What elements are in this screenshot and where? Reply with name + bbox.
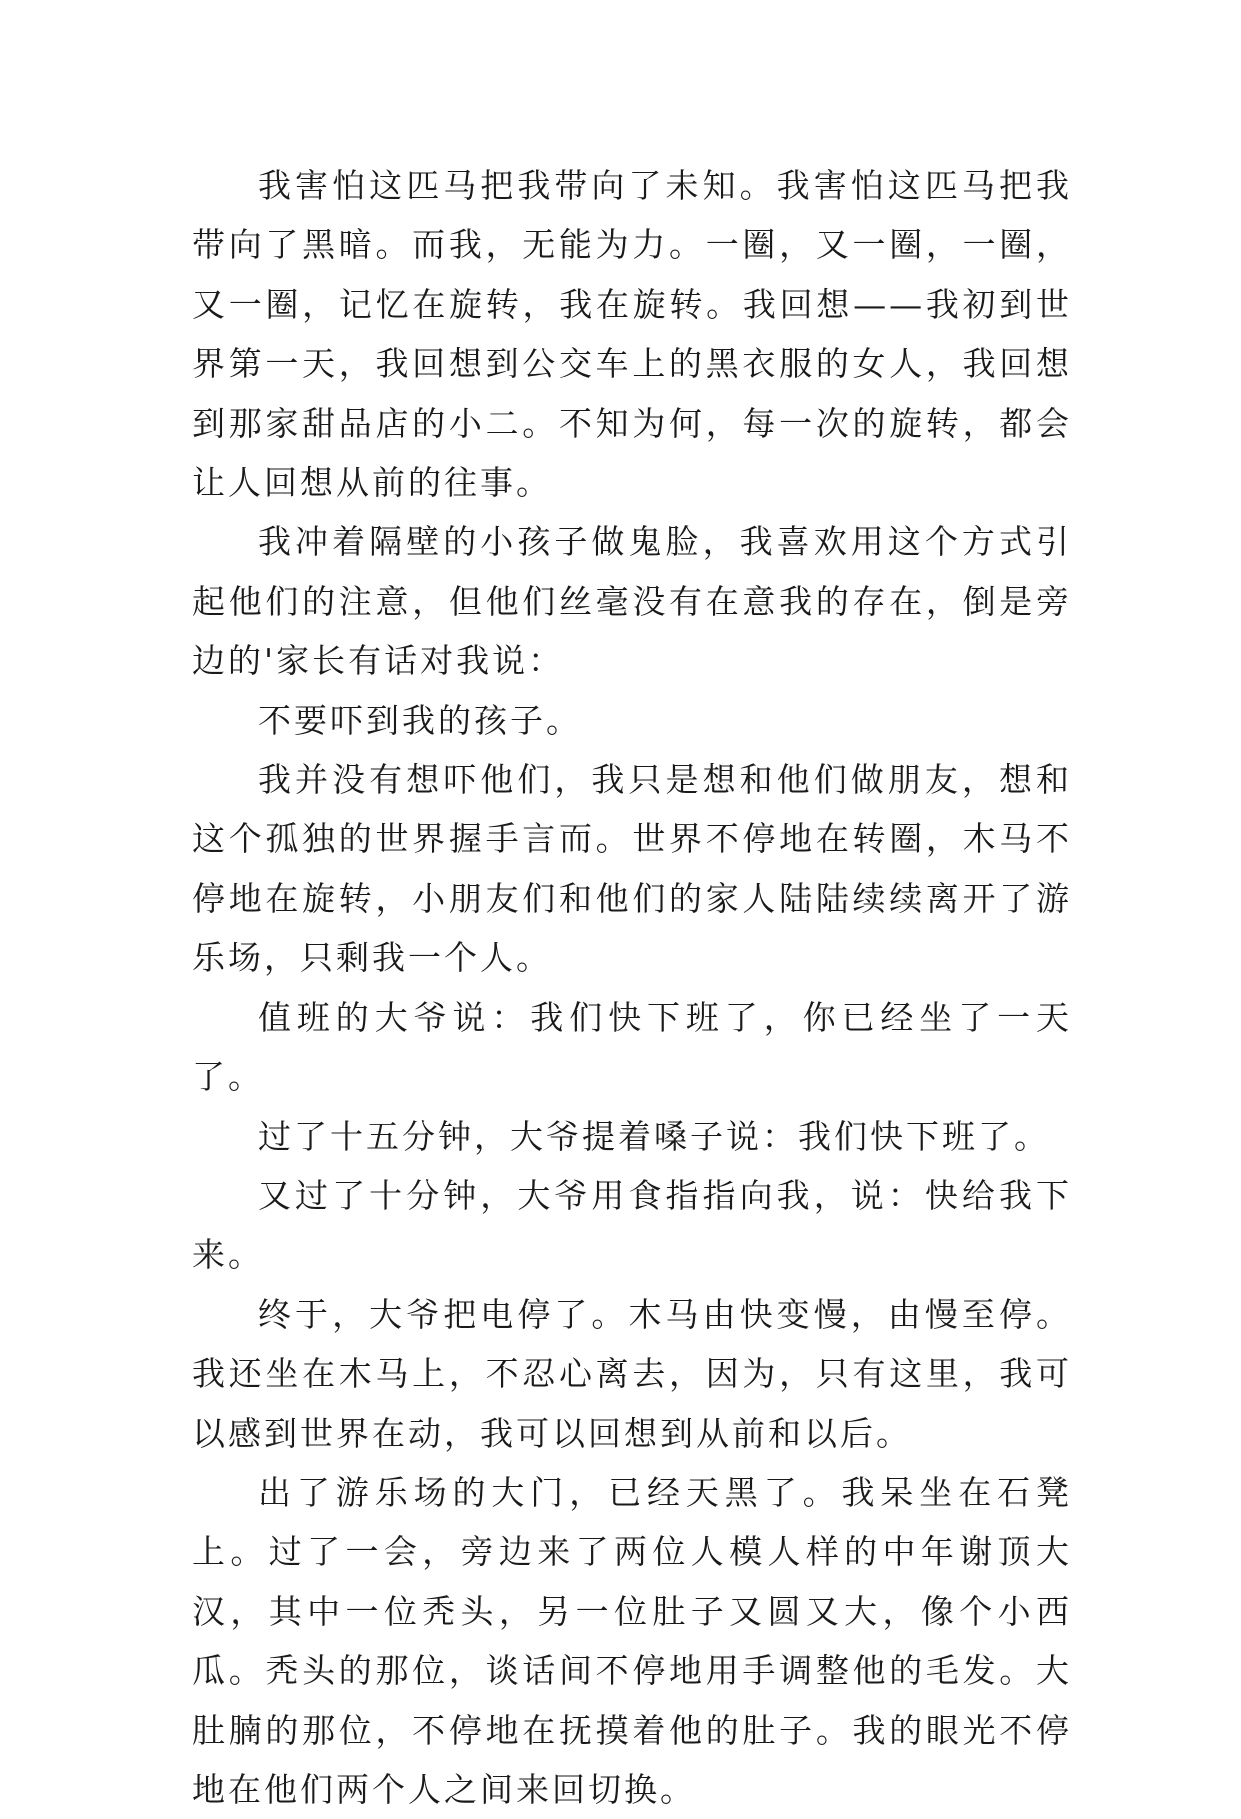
- paragraph: 我并没有想吓他们，我只是想和他们做朋友，想和这个孤独的世界握手言而。世界不停地在转圈，木马不停地在旋转，小朋友们和他们的家人陆陆续续离开了游乐场，只剩我一个人。: [192, 760, 1072, 978]
- paragraph: 又过了十分钟，大爷用食指指向我，说：快给我下来。: [192, 1175, 1072, 1275]
- paragraph: 我冲着隔壁的小孩子做鬼脸，我喜欢用这个方式引起他们的注意，但他们丝毫没有在意我的存在，倒是旁边的'家长有话对我说：: [192, 522, 1072, 681]
- body-text: [192, 156, 1072, 1819]
- paragraph: 出了游乐场的大门，已经天黑了。我呆坐在石凳上。过了一会，旁边来了两位人模人样的中年谢顶大汉，其中一位秃头，另一位肚子又圆又大，像个小西瓜。秃头的那位，谈话间不停地用手调整他的毛发。大肚腩的那位，不停地在抚摸着他的肚子。我的眼光不停地在他们两个人之间来回切换。: [192, 1472, 1072, 1809]
- paragraph: 我害怕这匹马把我带向了未知。我害怕这匹马把我带向了黑暗。而我，无能为力。一圈，又一圈，一圈，又一圈，记忆在旋转，我在旋转。我回想——我初到世界第一天，我回想到公交车上的黑衣服的女人，我回想到那家甜品店的小二。不知为何，每一次的旋转，都会让人回想从前的往事。: [192, 166, 1072, 503]
- paragraph: 不要吓到我的孩子。: [258, 700, 582, 740]
- paragraph: 过了十五分钟，大爷提着嗓子说：我们快下班了。: [258, 1116, 1050, 1156]
- paragraph: 值班的大爷说：我们快下班了，你已经坐了一天了。: [192, 997, 1072, 1097]
- paragraph: 终于，大爷把电停了。木马由快变慢，由慢至停。我还坐在木马上，不忍心离去，因为，只有这里，我可以感到世界在动，我可以回想到从前和以后。: [192, 1294, 1072, 1453]
